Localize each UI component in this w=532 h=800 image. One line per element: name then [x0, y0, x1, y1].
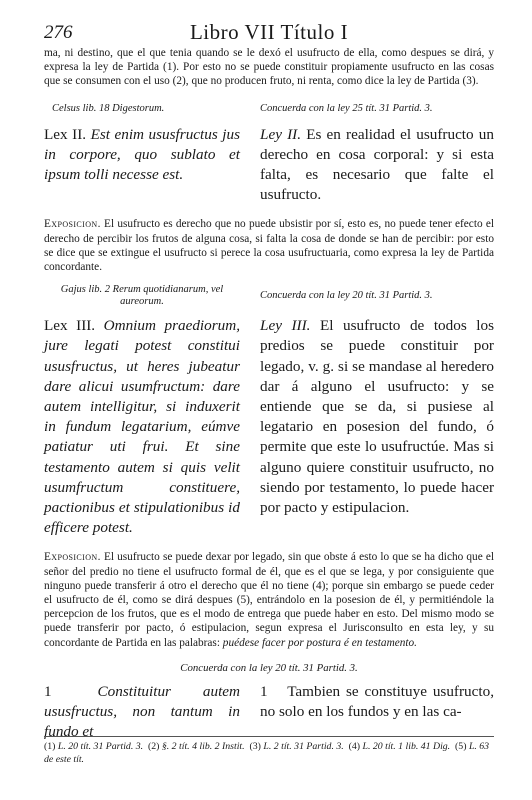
ley-ii-spanish [260, 125, 494, 206]
concordance-ley-25: Concuerda con la ley 25 tít. 31 Partid. 3. [260, 102, 433, 114]
footnotes [44, 736, 494, 766]
ley-iii-text: El usufructo de todos los predios se puede constituir por legado, v. g. si se mandase al heredero dar á alguno el usufructo: y se entiende que se da, si pusiese al legatario en posesion del fundo, ó permite que este lo usufructúe. Mas si alguno quiere constituir usufructo, no siendo por testamento, lo puede hacer por pacto y estipulacion. [260, 317, 495, 517]
lex-ii-text: Est enim ususfructus jus in corpore, quo sublato et ipsum tolli necesse est. [44, 125, 240, 184]
exposition-2-quote: puédese facer por postura é en testamento. [222, 636, 418, 649]
ley-ii-text: Es en realidad el usufructo un derecho en cosa corporal: y si esta falta, es necesario que falte el usufructo. [260, 125, 494, 204]
source-celsus: Celsus lib. 18 Digestorum. [52, 102, 165, 114]
section-3-laws [44, 682, 494, 743]
lex-iii-latin [44, 316, 240, 538]
spanish-paragraph-text: Tambien se constituye usufructo, no solo en los fundos y en las ca- [260, 682, 494, 721]
ley-iii-label: Ley III. [260, 317, 311, 335]
latin-paragraph-text: Constituitur autem ususfructus, non tantum in fundo et [44, 682, 241, 741]
running-title: Libro VII Título I [189, 20, 349, 44]
ley-ii-label: Ley II. [260, 125, 302, 143]
footnote-5-text: L. 63 de este tít. [44, 741, 490, 765]
page-header [44, 14, 494, 44]
page-number: 276 [44, 22, 73, 43]
footnote-3-mark: (3) [249, 741, 261, 752]
concordance-ley-20: Concuerda con la ley 20 tít. 31 Partid. 3. [260, 290, 433, 302]
footnote-2-text: §. 2 tít. 4 lib. 2 Instit. [161, 741, 245, 752]
footnote-1-mark: (1) [44, 741, 56, 752]
footnote-4-mark: (4) [348, 741, 361, 752]
footnote-5-mark: (5) [455, 741, 467, 752]
section-2-laws [44, 316, 494, 538]
exposition-2-text: El usufructo se puede dexar por legado, sin que obste á esto lo que se ha dicho que el señor del predio no tiene el usufructo formal de él, que es el que se lega, y por consiguiente que ninguno puede transferir á otro el derecho que él no tiene (4); porque sin embargo se puede ceder el usufructo de él, como se dirá despues (5), entrándolo en la posesion de él, y permitiéndole la percepcion de los frutos, que es el modo de entrega que puede haber en esto. Del mismo modo se puede transferir por pacto, ó estipulacion, segun expresa el Jurisconsulto en esta ley, y su concordante de Partida en las palabras: [44, 551, 495, 649]
paragraph-1-spanish [260, 682, 494, 743]
intro-paragraph: ma, ni destino, que el que tenia quando se le dexó el usufructo de ella, como despues se dirá, y expresa la ley de Partida (1). Por esto no se puede constituir propiamente usufructo en las cosas que se consumen con el uso (2), que no producen fruto, ni renta, como dice la ley de Partida (3). [44, 47, 494, 88]
exposition-1-label: Exposicion. [44, 218, 101, 231]
footnote-1-text: L. 20 tít. 31 Partid. 3. [57, 741, 144, 752]
ley-iii-spanish [260, 316, 494, 538]
footnote-2-mark: (2) [147, 741, 160, 752]
footnote-3-text: L. 2 tít. 31 Partid. 3. [263, 741, 344, 752]
exposition-1-text: El usufructo es derecho que no puede ubsistir por sí, esto es, no puede tener efecto el derecho de percibir los frutos de alguna cosa, si falta la cosa de donde se han de percibir: por esto se dice que se extingue el usufructo si perece la cosa usufructuaria, como expresa la ley de Partida concordante. [44, 218, 494, 274]
latin-paragraph-number: 1 [44, 682, 52, 700]
section-1-sources [44, 103, 494, 115]
source-gajus: Gajus lib. 2 Rerum quotidianarum, vel aureorum. [60, 284, 224, 308]
spanish-paragraph-number: 1 [260, 682, 268, 700]
section-1-laws [44, 125, 494, 206]
lex-ii-latin [44, 125, 240, 206]
section-2-sources [44, 284, 494, 308]
footnote-4-text: L. 20 tít. 1 lib. 41 Dig. [362, 741, 451, 752]
lex-iii-label: Lex III. [44, 317, 96, 335]
exposition-2 [44, 550, 494, 649]
exposition-2-label: Exposicion. [44, 551, 101, 564]
concordance-section-3: Concuerda con la ley 20 tít. 31 Partid. 3. [180, 661, 358, 674]
lex-iii-text: Omnium praediorum, jure legati potest constitui ususfructus, ut heres jubeatur dare alicui usumfructum: dare autem intelligitur, si induxerit in fundum legatarium, eúmve patiatur uti frui. Et sine testamento autem si quis velit usumfructum constituere, pactionibus et stipulationibus id efficere potest. [44, 317, 240, 537]
paragraph-1-latin [44, 682, 240, 743]
exposition-1 [44, 217, 494, 274]
lex-ii-label: Lex II. [44, 125, 87, 143]
